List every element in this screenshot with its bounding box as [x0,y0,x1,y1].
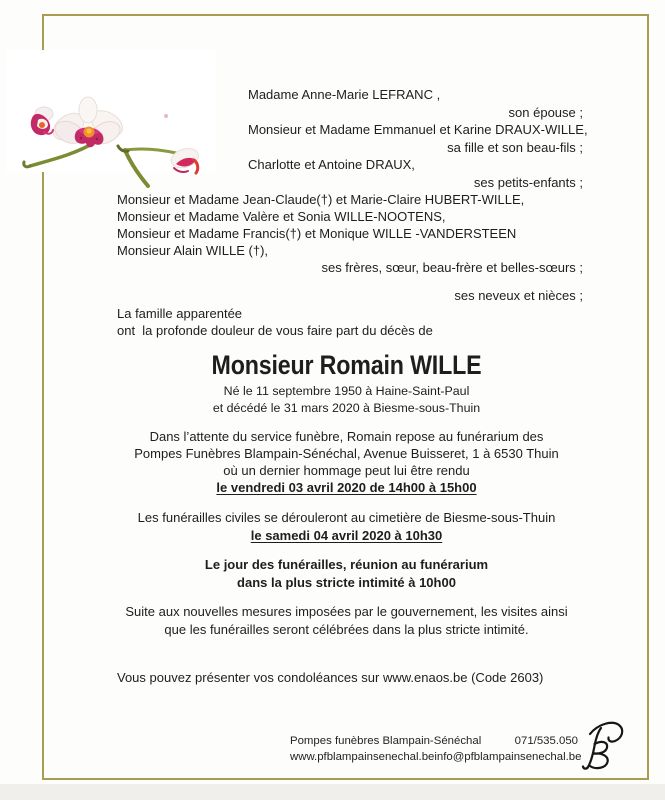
orchid-flower-image [6,50,216,200]
footer-company: Pompes funèbres Blampain-Sénéchal [290,735,482,747]
ceremony-line: Les funérailles civiles se dérouleront au cimetière de Biesme-sous-Thuin [137,510,556,525]
footer-website: www.pfblampainsenechal.be [290,751,435,763]
relative-name: Charlotte et Antoine DRAUX, [248,157,415,172]
nephews-relation: ses neveux et nièces ; [454,288,583,303]
birth-line: Né le 11 septembre 1950 à Haine-Saint-Paul [223,384,470,398]
sibling-name: Monsieur et Madame Jean-Claude(†) et Marie-Claire HUBERT-WILLE, [117,192,525,207]
extended-family-line: La famille apparentée [117,306,243,321]
repose-line: Pompes Funèbres Blampain-Sénéchal, Avenue Buisseret, 1 à 6530 Thuin [134,446,559,461]
relative-name: Madame Anne-Marie LEFRANC , [248,87,441,102]
funeral-home-monogram-icon [580,716,626,774]
visit-datetime: le vendredi 03 avril 2020 de 14h00 à 15h00 [216,480,477,495]
relative-name: Monsieur et Madame Emmanuel et Karine DRAUX-WILLE, [248,122,588,137]
siblings-relation: ses frères, sœur, beau-frère et belles-sœurs ; [321,260,583,275]
gathering-line: Le jour des funérailles, réunion au funérarium [204,557,489,572]
sibling-name: Monsieur et Madame Valère et Sonia WILLE-NOOTENS, [117,209,446,224]
page-bottom-edge [0,784,665,800]
repose-line: où un dernier hommage peut lui être rendu [223,463,470,478]
relative-relation: ses petits-enfants ; [473,175,583,190]
covid-notice-line: que les funérailles seront célébrées dans la plus stricte intimité. [164,622,529,637]
repose-line: Dans l’attente du service funèbre, Romain repose au funérarium des [149,429,544,444]
gathering-line: dans la plus stricte intimité à 10h00 [237,575,456,590]
death-line: et décédé le 31 mars 2020 à Biesme-sous-Thuin [212,401,481,415]
footer-phone: 071/535.050 [514,735,578,747]
footer-email: info@pfblampainsenechal.be [434,751,582,763]
deceased-name: Monsieur Romain WILLE [211,350,482,380]
condolences-line: Vous pouvez présenter vos condoléances sur www.enaos.be (Code 2603) [117,670,544,685]
covid-notice-line: Suite aux nouvelles mesures imposées par le gouvernement, les visites ainsi [125,604,568,619]
ceremony-datetime: le samedi 04 avril 2020 à 10h30 [250,528,443,543]
sibling-name: Monsieur et Madame Francis(†) et Monique WILLE -VANDERSTEEN [117,226,517,241]
sorrow-line: ont la profonde douleur de vous faire part du décès de [117,323,433,338]
relative-relation: sa fille et son beau-fils ; [447,140,583,155]
relative-relation: son épouse ; [508,105,583,120]
footer [290,733,582,765]
sibling-name: Monsieur Alain WILLE (†), [117,243,269,258]
